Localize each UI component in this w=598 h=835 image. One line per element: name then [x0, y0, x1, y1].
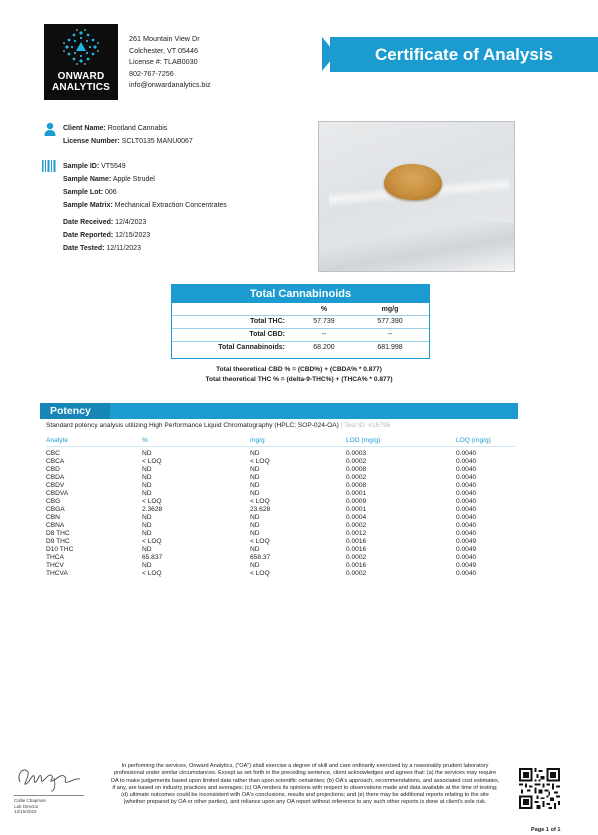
- header-loq: LOQ (mg/g): [456, 437, 491, 444]
- pct-cell: ND: [142, 522, 152, 529]
- lod-cell: 0.0008: [346, 466, 367, 473]
- loq-cell: 0.0049: [456, 538, 477, 545]
- date-received-value: 12/4/2023: [115, 219, 147, 226]
- loq-cell: 0.0040: [456, 498, 477, 505]
- potency-description: [46, 422, 390, 429]
- pct-cell: < LOQ: [142, 498, 162, 505]
- signature-image: [14, 760, 84, 794]
- qr-code-icon: [519, 768, 560, 809]
- loq-cell: 0.0049: [456, 562, 477, 569]
- analyte-cell: THCA: [46, 554, 64, 561]
- sample-matrix-row: [63, 199, 227, 212]
- client-license-label: License Number:: [63, 138, 120, 145]
- sample-name-label: Sample Name:: [63, 176, 112, 183]
- mg-cell: ND: [250, 450, 260, 457]
- analyte-cell: D9 THC: [46, 538, 70, 545]
- mg-cell: ND: [250, 522, 260, 529]
- potency-method: Standard potency analysis utilizing High Performance Liquid Chromatography (HPLC; SOP-024-OA): [46, 422, 339, 429]
- sample-matrix-label: Sample Matrix:: [63, 202, 113, 209]
- pct-cell: < LOQ: [142, 538, 162, 545]
- loq-cell: 0.0040: [456, 570, 477, 577]
- total-cannabinoids-label: Total Cannabinoids:: [218, 344, 285, 351]
- total-cannabinoids-title: Total Cannabinoids: [172, 285, 429, 303]
- mg-cell: < LOQ: [250, 498, 270, 505]
- analyte-cell: THCVA: [46, 570, 68, 577]
- barcode-icon: [42, 160, 56, 172]
- analyte-cell: CBG: [46, 498, 61, 505]
- mg-cell: 658.37: [250, 554, 271, 561]
- analyte-cell: D8 THC: [46, 530, 70, 537]
- analyte-cell: CBDVA: [46, 490, 69, 497]
- lod-cell: 0.0002: [346, 554, 367, 561]
- signer-name: Callie Chapman: [14, 798, 47, 803]
- analyte-cell: CBD: [46, 466, 60, 473]
- potency-row: [46, 466, 516, 474]
- potency-row: [46, 554, 516, 562]
- total-cannabinoids-header: [172, 305, 429, 315]
- signer-date: 12/15/2023: [14, 809, 37, 815]
- lod-cell: 0.0016: [346, 546, 367, 553]
- loq-cell: 0.0040: [456, 490, 477, 497]
- potency-row: [46, 490, 516, 498]
- loq-cell: 0.0040: [456, 474, 477, 481]
- potency-row: [46, 450, 516, 458]
- analyte-cell: D10 THC: [46, 546, 74, 553]
- date-tested-value: 12/11/2023: [106, 245, 141, 252]
- header-lod: LOD (mg/g): [346, 437, 381, 444]
- potency-row: [46, 506, 516, 514]
- col-pct: %: [320, 306, 328, 313]
- total-cbd-label: Total CBD:: [249, 331, 285, 338]
- potency-row: [46, 482, 516, 490]
- pct-cell: < LOQ: [142, 458, 162, 465]
- client-license-row: [63, 135, 193, 148]
- client-license-value: SCLT0135 MANU0067: [121, 138, 193, 145]
- loq-cell: 0.0040: [456, 554, 477, 561]
- sample-id-value: VT5549: [101, 163, 126, 170]
- date-reported-label: Date Reported:: [63, 232, 114, 239]
- lab-address-line1: 261 Mountain View Dr: [129, 34, 200, 43]
- logo-line2: ANALYTICS: [51, 82, 111, 93]
- mg-cell: < LOQ: [250, 458, 270, 465]
- total-cannabinoids-table: [171, 284, 430, 359]
- person-icon: [44, 122, 56, 136]
- lab-address-line2: Colchester, VT 05446: [129, 45, 198, 55]
- loq-cell: 0.0049: [456, 546, 477, 553]
- mg-cell: < LOQ: [250, 570, 270, 577]
- lod-cell: 0.0001: [346, 490, 367, 497]
- sample-lot-row: [63, 186, 117, 199]
- sample-photo: [318, 121, 515, 272]
- pct-cell: ND: [142, 546, 152, 553]
- loq-cell: 0.0040: [456, 506, 477, 513]
- logo-line1: ONWARD: [57, 71, 105, 82]
- potency-header-divider: [46, 446, 516, 447]
- mg-cell: ND: [250, 514, 260, 521]
- lab-phone: 802-767-7256: [129, 68, 174, 78]
- pct-cell: < LOQ: [142, 570, 162, 577]
- lab-logo: [44, 24, 118, 100]
- pct-cell: ND: [142, 530, 152, 537]
- lod-cell: 0.0001: [346, 506, 367, 513]
- pct-cell: ND: [142, 514, 152, 521]
- pct-cell: 2.3628: [142, 506, 163, 513]
- potency-header-bar: [40, 403, 518, 419]
- potency-title: Potency: [50, 405, 91, 417]
- mg-cell: ND: [250, 474, 260, 481]
- date-received-row: [63, 216, 146, 229]
- loq-cell: 0.0040: [456, 514, 477, 521]
- lod-cell: 0.0004: [346, 514, 367, 521]
- total-thc-mg: 577.390: [377, 318, 403, 325]
- analyte-cell: CBN: [46, 514, 60, 521]
- loq-cell: 0.0040: [456, 466, 477, 473]
- mg-cell: 23.628: [250, 506, 271, 513]
- sample-id-label: Sample ID:: [63, 163, 100, 170]
- mg-cell: ND: [250, 490, 260, 497]
- mg-cell: ND: [250, 482, 260, 489]
- signer-title: Lab Director: [14, 803, 39, 809]
- total-cannabinoids-row: [172, 343, 429, 353]
- lab-contact: [129, 33, 211, 91]
- pct-cell: ND: [142, 466, 152, 473]
- potency-test-id: | Test ID: #15795: [338, 422, 391, 429]
- mg-cell: ND: [250, 466, 260, 473]
- mg-cell: < LOQ: [250, 538, 270, 545]
- potency-row: [46, 538, 516, 546]
- lab-license: License #: TLAB0030: [129, 57, 198, 66]
- sample-lot-label: Sample Lot:: [63, 189, 104, 196]
- date-reported-row: [63, 229, 150, 242]
- pct-cell: ND: [142, 490, 152, 497]
- total-cbd-mg: --: [387, 331, 393, 338]
- formula-thc: Total theoretical THC % = (delta-9-THC%) + (THCA% * 0.877): [205, 376, 393, 383]
- client-name-label: Client Name:: [63, 125, 106, 132]
- lod-cell: 0.0016: [346, 538, 367, 545]
- potency-row: [46, 474, 516, 482]
- lod-cell: 0.0008: [346, 482, 367, 489]
- loq-cell: 0.0040: [456, 482, 477, 489]
- analyte-cell: CBNA: [46, 522, 65, 529]
- page-number: Page 1 of 1: [531, 827, 561, 833]
- sample-name-row: [63, 173, 155, 186]
- sample-id-row: [63, 160, 126, 173]
- loq-cell: 0.0040: [456, 530, 477, 537]
- lod-cell: 0.0002: [346, 458, 367, 465]
- pct-cell: ND: [142, 474, 152, 481]
- analyte-cell: CBCA: [46, 458, 65, 465]
- client-name-value: Rootland Cannabis: [107, 125, 168, 132]
- analyte-cell: CBDA: [46, 474, 65, 481]
- analyte-cell: THCV: [46, 562, 64, 569]
- pct-cell: ND: [142, 482, 152, 489]
- potency-row: [46, 522, 516, 530]
- date-tested-label: Date Tested:: [63, 245, 105, 252]
- lod-cell: 0.0016: [346, 562, 367, 569]
- potency-row: [46, 570, 516, 578]
- signer-block: [14, 798, 46, 815]
- lod-cell: 0.0009: [346, 498, 367, 505]
- total-cbd-row: [172, 330, 429, 340]
- coa-banner-title: Certificate of Analysis: [375, 45, 553, 64]
- sample-name-value: Apple Strudel: [112, 176, 155, 183]
- date-received-label: Date Received:: [63, 219, 114, 226]
- potency-row: [46, 530, 516, 538]
- potency-row: [46, 498, 516, 506]
- lab-email: info@onwardanalytics.biz: [129, 80, 211, 89]
- total-cannabinoids-mg: 681.998: [377, 344, 403, 351]
- potency-table-header: [46, 437, 516, 445]
- total-cannabinoids-pct: 68.200: [313, 344, 335, 351]
- lod-cell: 0.0002: [346, 522, 367, 529]
- mg-cell: ND: [250, 562, 260, 569]
- sample-matrix-value: Mechanical Extraction Concentrates: [114, 202, 227, 209]
- disclaimer-text: In performing the services, Onward Analytics, ("OA") shall exercise a degree of skill and care ordinarily exercised by a reasonably prudent laboratory professional under similar circumstances. Except as set forth in the preceding sentence, client acknowledges and agrees that: (a) the services may require OA to make judgements based upon limited data rather than upon scientific certainties; (b) OA's approach, recommendations, and associated cost estimates, if any, are based on industry practices and averages; (c) OA renders its opinions with respect to observations made and data available at the time of testing; (d) ultimate outcomes could be inconsistent with OA's conclusions, results and projections; and (e) there may be additional reports relating to the site (whether prepared by OA or other parties), and reliance upon any OA report without reference to any such other reports is done at client's sole risk.: [110, 763, 500, 806]
- lod-cell: 0.0003: [346, 450, 367, 457]
- date-reported-value: 12/15/2023: [115, 232, 151, 239]
- potency-row: [46, 458, 516, 466]
- total-cbd-pct: --: [321, 331, 327, 338]
- loq-cell: 0.0040: [456, 458, 477, 465]
- analyte-cell: CBDV: [46, 482, 65, 489]
- pct-cell: 65.837: [142, 554, 163, 561]
- col-mg: mg/g: [381, 306, 399, 313]
- client-name-row: [63, 122, 167, 135]
- mg-cell: ND: [250, 546, 260, 553]
- potency-row: [46, 546, 516, 554]
- analyte-cell: CBC: [46, 450, 60, 457]
- formula-cbd: Total theoretical CBD % = (CBD%) + (CBDA% * 0.877): [216, 366, 382, 373]
- concentrate-sample: [384, 164, 442, 200]
- total-thc-pct: 57.739: [313, 318, 335, 325]
- pct-cell: ND: [142, 562, 152, 569]
- potency-row: [46, 562, 516, 570]
- lod-cell: 0.0012: [346, 530, 367, 537]
- date-tested-row: [63, 242, 141, 255]
- loq-cell: 0.0040: [456, 450, 477, 457]
- signature-line: [14, 795, 84, 796]
- header-pct: %: [142, 437, 148, 444]
- total-thc-label: Total THC:: [250, 318, 285, 325]
- lod-cell: 0.0002: [346, 570, 367, 577]
- pct-cell: ND: [142, 450, 152, 457]
- lod-cell: 0.0002: [346, 474, 367, 481]
- analyte-cell: CBGA: [46, 506, 65, 513]
- header-mg: mg/g: [250, 437, 265, 444]
- sample-lot-value: 006: [105, 189, 117, 196]
- header-analyte: Analyte: [46, 437, 68, 444]
- loq-cell: 0.0040: [456, 522, 477, 529]
- total-thc-row: [172, 317, 429, 327]
- potency-row: [46, 514, 516, 522]
- mg-cell: ND: [250, 530, 260, 537]
